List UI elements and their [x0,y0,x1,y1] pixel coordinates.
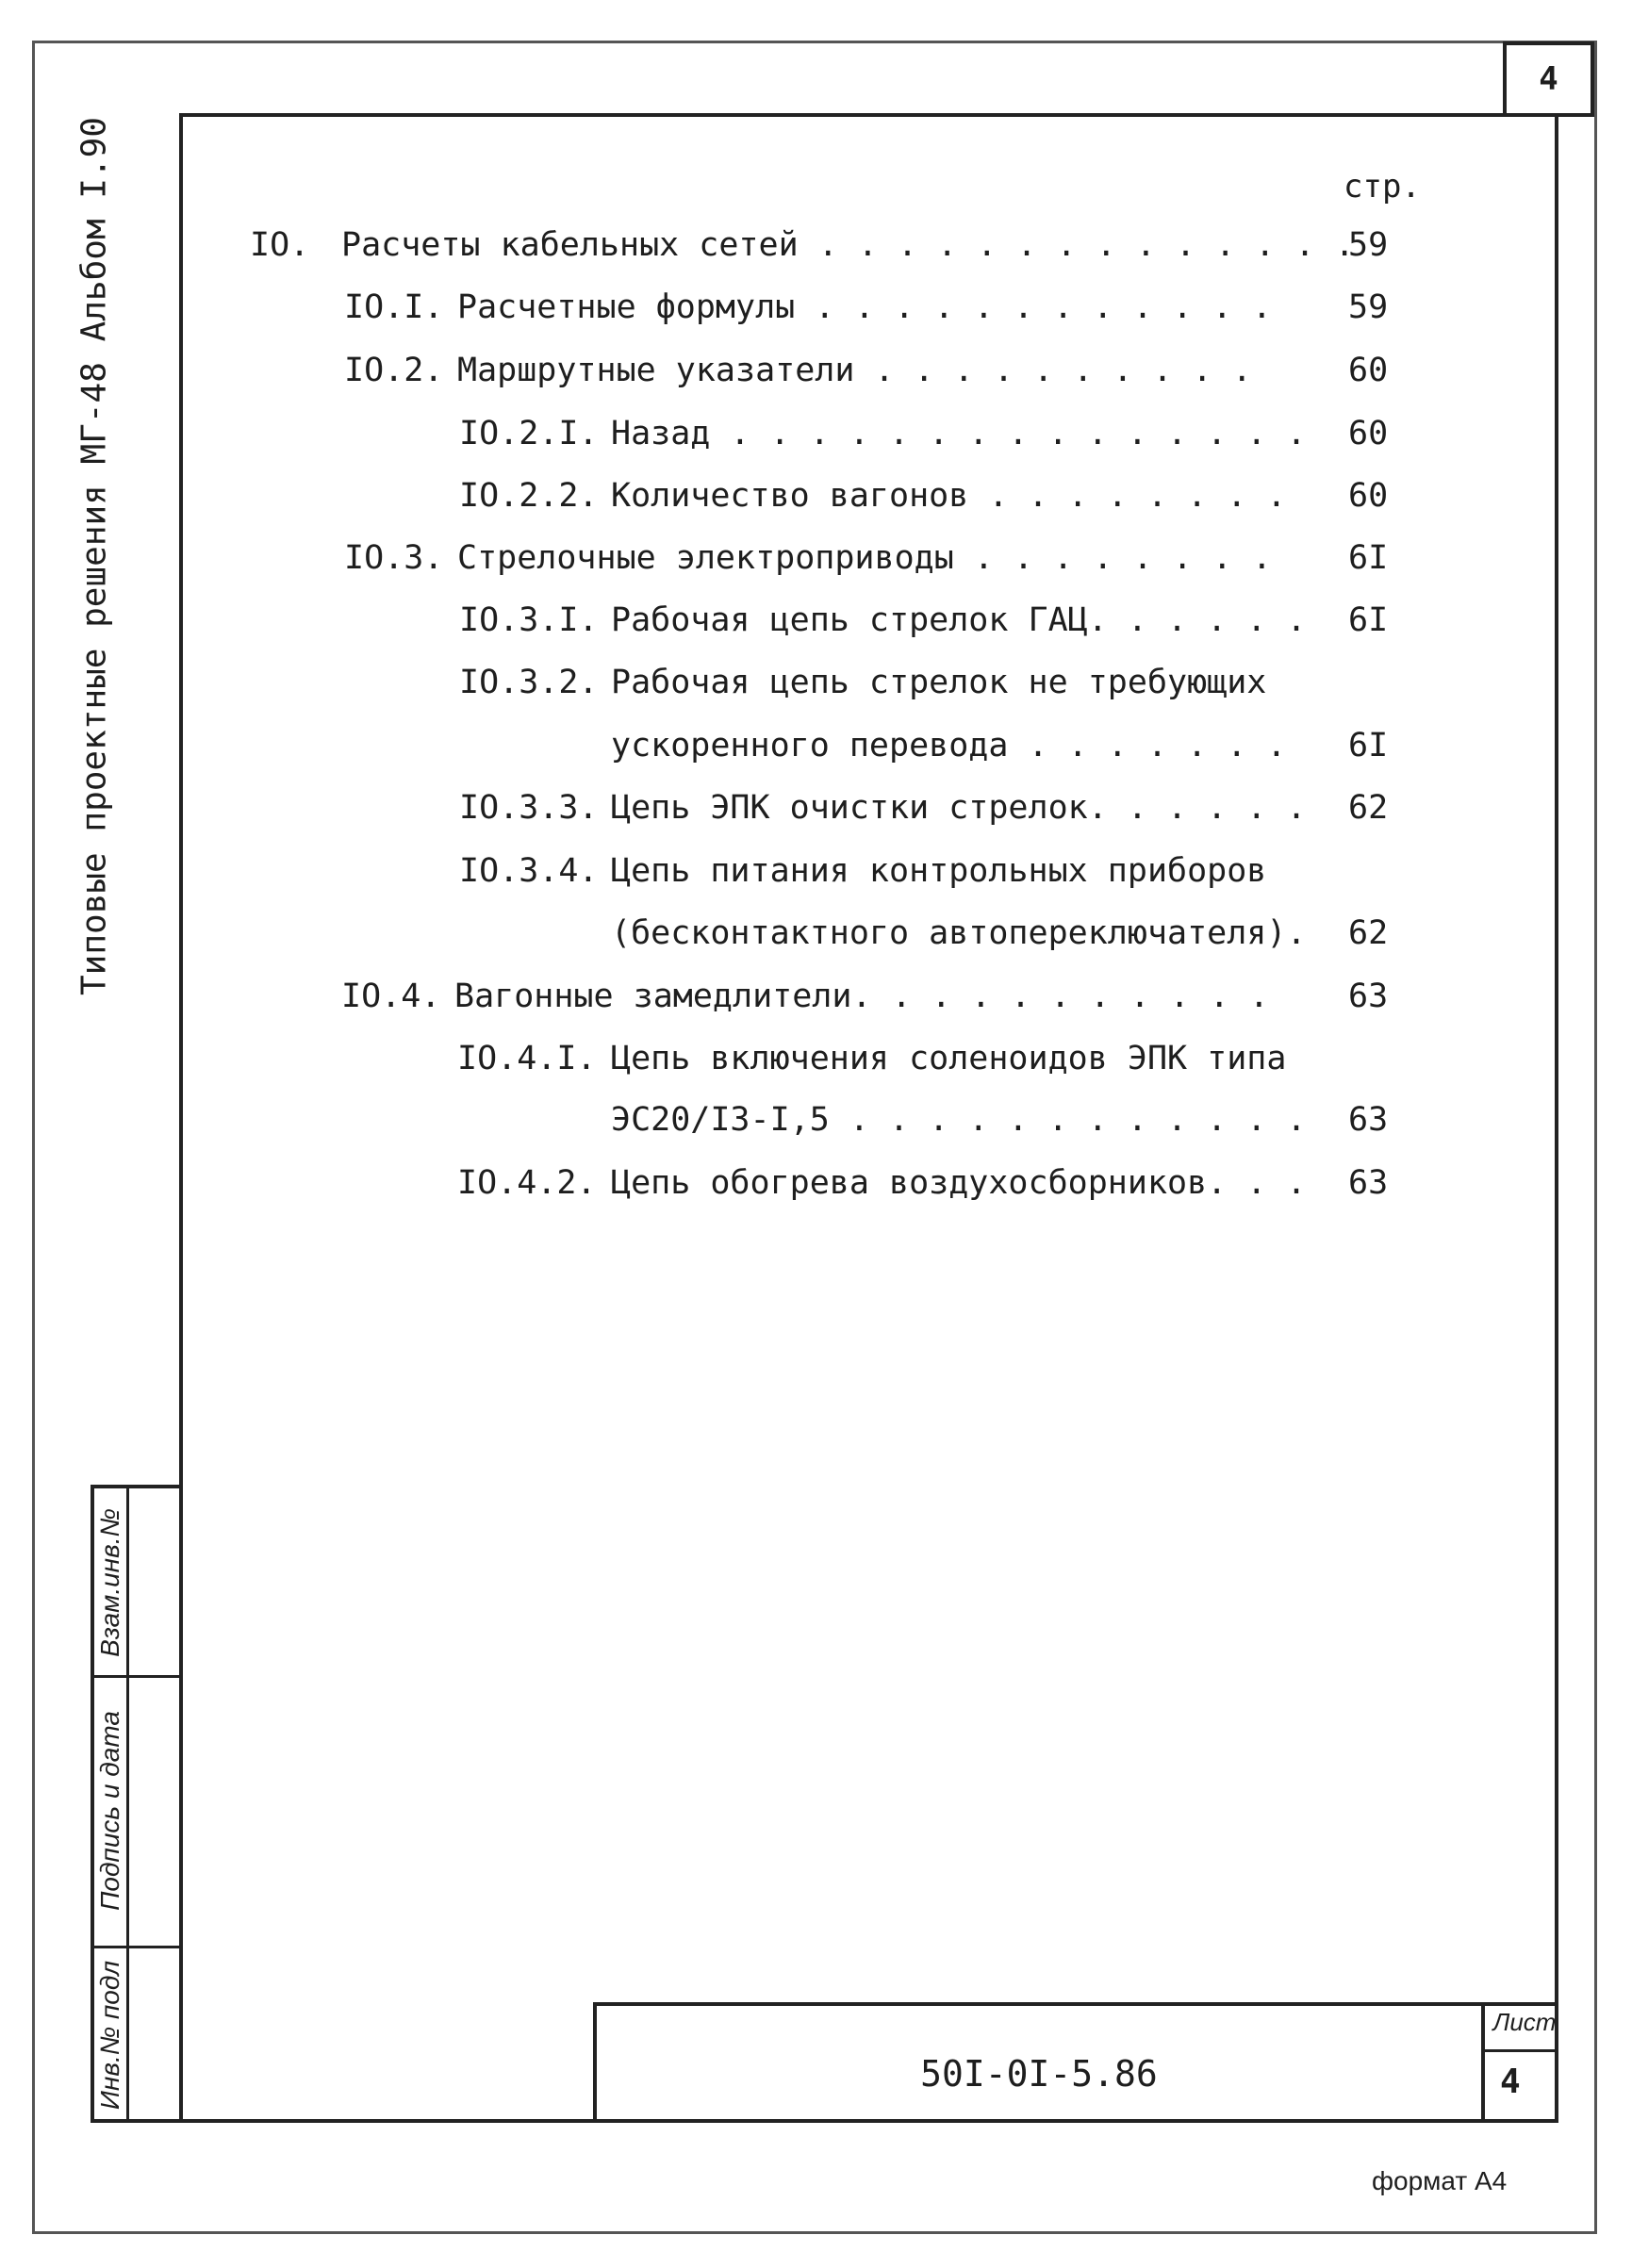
toc-title: Стрелочные электроприводы . . . . . . . . [457,539,1272,577]
toc-title: Расчеты кабельных сетей . . . . . . . . . . . . . . [341,226,1355,264]
podpis-data-label: Подпись и дата [95,1711,124,1911]
toc-page: 6I [1348,539,1389,577]
toc-title-continuation: ЭС20/I3-I,5 . . . . . . . . . . . . [611,1101,1307,1139]
side-stamp [91,1485,183,2123]
toc-number: IO.3.4. [459,852,599,890]
inv-podl-label: Инв.№ подл [95,1960,124,2111]
toc-number: IO.2.2. [459,477,599,515]
page-column-header: стр. [1344,168,1421,205]
toc-title: Количество вагонов . . . . . . . . [611,477,1287,515]
toc-number: IO.3.2. [459,664,599,701]
toc-title: Вагонные замедлители. . . . . . . . . . . [454,978,1269,1015]
toc-number: IO.3.3. [459,789,599,827]
stamp-divider [126,1488,129,2119]
toc-page: 62 [1348,789,1389,827]
document-code: 50I-0I-5.86 [920,2053,1158,2095]
toc-page: 63 [1348,978,1389,1015]
toc-title: Расчетные формулы . . . . . . . . . . . . [457,288,1272,326]
toc-title: Назад . . . . . . . . . . . . . . . [611,415,1307,452]
toc-number: IO.3.I. [459,601,599,639]
format-label: формат A4 [1372,2166,1508,2195]
toc-title: Рабочая цепь стрелок ГАЦ. . . . . . [611,601,1307,639]
toc-number: IO.4.I. [457,1040,597,1077]
toc-page: 62 [1348,914,1389,952]
toc-title: Цепь питания контрольных приборов [611,852,1267,890]
toc-title: Цепь ЭПК очистки стрелок. . . . . . [611,789,1307,827]
title-block-divider [1481,2006,1485,2123]
toc-page: 59 [1348,226,1389,264]
toc-number: IO.2. [344,352,444,389]
stamp-cell-line [94,1675,183,1678]
toc-page: 60 [1348,415,1389,452]
sheet-label: Лист [1492,2008,1557,2036]
toc-title-continuation: (бесконтактного автопереключателя). [611,914,1307,952]
toc-page: 59 [1348,288,1389,326]
page-number: 4 [1503,41,1594,117]
toc-title: Маршрутные указатели . . . . . . . . . . [457,352,1252,389]
stamp-cell-line [94,1946,183,1948]
toc-page: 6I [1348,601,1389,639]
toc-number: IO.4. [341,978,441,1015]
toc-page: 6I [1348,727,1389,764]
title-block-hline [1481,2049,1558,2052]
toc-number: IO.4.2. [457,1164,597,1202]
toc-page: 60 [1348,477,1389,515]
toc-page: 63 [1348,1164,1389,1202]
toc-number: IO.I. [344,288,444,326]
title-block [593,2002,1558,2123]
toc-title: Цепь обогрева воздухосборников. . . [611,1164,1307,1202]
toc-page: 63 [1348,1101,1389,1139]
vzam-inv-label: Взам.инв.№ [95,1508,124,1657]
toc-number: IO. [250,226,310,264]
sheet-number: 4 [1500,2063,1521,2101]
toc-number: IO.3. [344,539,444,577]
toc-title-continuation: ускоренного перевода . . . . . . . [611,727,1287,764]
toc-number: IO.2.I. [459,415,599,452]
toc-page: 60 [1348,352,1389,389]
toc-title: Рабочая цепь стрелок не требующих [611,664,1267,701]
toc-title: Цепь включения соленоидов ЭПК типа [611,1040,1287,1077]
side-title: Типовые проектные решения МГ-48 Альбом I.90 [74,117,114,995]
